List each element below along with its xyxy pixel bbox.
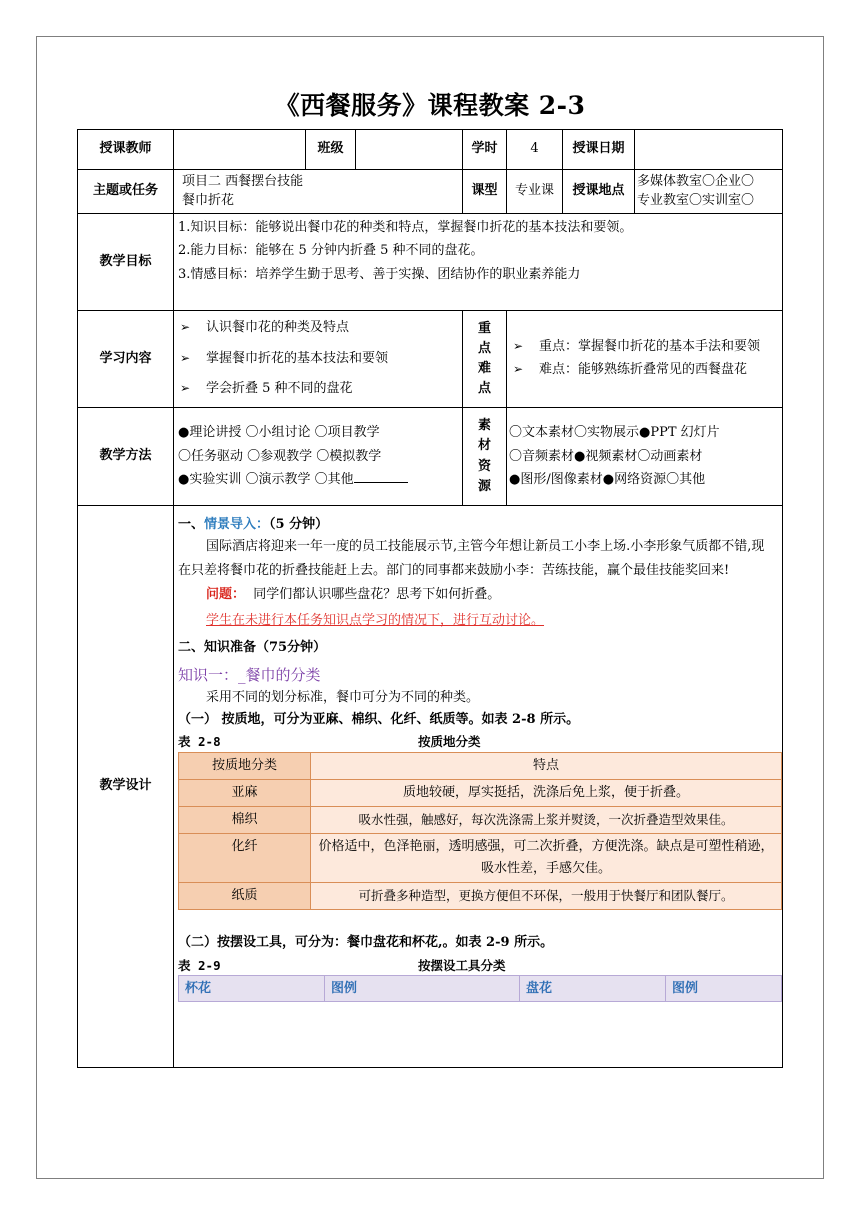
table-row: 按质地分类 特点: [179, 752, 782, 779]
topic-line1: 项目二 西餐摆台技能: [182, 173, 304, 189]
section-1-heading: 一、情景导入：（5 分钟）: [178, 517, 329, 532]
topic-line2: 餐巾折花: [182, 192, 235, 208]
class-value[interactable]: [356, 130, 463, 170]
content-list: [174, 311, 463, 408]
row-design: [78, 506, 783, 1068]
design-label: 教学设计: [78, 506, 174, 1068]
place-line1: 多媒体教室〇企业〇: [637, 173, 755, 189]
list-item: ➢ 认识餐巾花的种类及特点: [178, 313, 458, 344]
place-value: [635, 170, 783, 214]
row-topic: [78, 170, 783, 214]
arrow-bullet-icon: ➢: [180, 320, 191, 335]
goal-item: 2.能力目标：能够在 5 分钟内折叠 5 种不同的盘花。: [178, 243, 484, 259]
date-value[interactable]: [635, 130, 783, 170]
other-blank: [354, 470, 408, 483]
list-item: ➢ 掌握餐巾折花的基本技法和要领: [178, 344, 458, 375]
teacher-value[interactable]: [174, 130, 306, 170]
page-title: 《西餐服务》课程教案 2-3: [274, 91, 586, 120]
type-value: 专业课: [507, 170, 563, 214]
methods-content: ●理论讲授 〇小组讨论 〇项目教学 〇任务驱动 〇参观教学 〇模拟教学 ●实验实训 〇演示教学 〇其他: [174, 408, 463, 506]
goals-content: [174, 214, 783, 311]
section-2-heading: 二、知识准备（75分钟）: [178, 640, 327, 656]
key-points-label: 重 点 难 点: [463, 311, 507, 408]
table-row: 纸质 可折叠多种造型，更换方便但不环保，一般用于快餐厅和团队餐厅。: [179, 883, 782, 910]
hours-value[interactable]: 4: [507, 130, 563, 170]
table-by-material: [178, 752, 782, 911]
hours-label: 学时: [463, 130, 507, 170]
arrow-bullet-icon: ➢: [180, 350, 191, 365]
table-row: 棉织 吸水性强，触感好，每次洗涤需上浆并熨烫，一次折叠造型效果佳。: [179, 806, 782, 833]
class-label: 班级: [306, 130, 356, 170]
table-row: 化纤 价格适中，色泽艳丽，透明感强，可二次折叠，方便洗涤。缺点是可塑性稍逊，吸水性差，手感欠佳。: [179, 833, 782, 882]
list-item: ➢ 学会折叠 5 种不同的盘花: [178, 374, 458, 405]
list-item: ➢ 难点：能够熟练折叠常见的西餐盘花: [511, 359, 778, 382]
content-label: 学习内容: [78, 311, 174, 408]
goals-label: 教学目标: [78, 214, 174, 311]
table-row: 亚麻 质地较硬，厚实挺括，洗涤后免上浆，便于折叠。: [179, 779, 782, 806]
row-teacher: [78, 130, 783, 170]
scenario-paragraph: 国际酒店将迎来一年一度的员工技能展示节,主管今年想让新员工小李上场.小李形象气质都不错,现在只差将餐巾花的折叠技能赶上去。部门的同事都来鼓励小李：苦练技能，赢个最佳技能奖回来!: [178, 539, 765, 578]
type-label: 课型: [463, 170, 507, 214]
arrow-bullet-icon: ➢: [513, 339, 524, 354]
place-line2: 专业教室〇实训室〇: [637, 192, 755, 208]
knowledge-1-title: 知识一：_餐巾的分类: [178, 665, 321, 684]
list-item: ➢ 重点：掌握餐巾折花的基本手法和要领: [511, 336, 778, 359]
table-2-9-caption: 表 2-9 按摆设工具分类: [178, 957, 506, 973]
design-content: [174, 506, 783, 1068]
arrow-bullet-icon: ➢: [513, 362, 524, 376]
materials-label: 素 材 资 源: [463, 408, 507, 506]
row-methods: [78, 408, 783, 506]
date-label: 授课日期: [563, 130, 635, 170]
table-2-8-caption: 表 2-8 按质地分类: [178, 734, 481, 750]
row-content: [78, 311, 783, 408]
materials-content: 〇文本素材〇实物展示●PPT 幻灯片 〇音频素材●视频素材〇动画素材 ●图形/图像素材●网络资源〇其他: [507, 408, 783, 506]
row-goals: [78, 214, 783, 311]
goal-item: 3.情感目标：培养学生勤于思考、善于实操、团结协作的职业素养能力: [178, 266, 581, 282]
topic-value: [174, 170, 463, 214]
place-label: 授课地点: [563, 170, 635, 214]
discussion-note: 学生在未进行本任务知识点学习的情况下，进行互动讨论。: [206, 612, 545, 628]
methods-label: 教学方法: [78, 408, 174, 506]
knowledge-1-text: 采用不同的划分标准，餐巾可分为不同的种类。: [206, 690, 480, 706]
goal-item: 1.知识目标：能够说出餐巾花的种类和特点，掌握餐巾折花的基本技法和要领。: [178, 220, 633, 235]
key-points-content: [507, 311, 783, 408]
topic-label: 主题或任务: [78, 170, 174, 214]
teacher-label: 授课教师: [78, 130, 174, 170]
table-row: 杯花 图例 盘花 图例: [179, 975, 782, 1002]
table-by-tool: [178, 975, 782, 1003]
lesson-plan-table: [77, 129, 783, 1068]
arrow-bullet-icon: ➢: [180, 381, 191, 396]
subsection-1-heading: （一） 按质地，可分为亚麻、棉织、化纤、纸质等。如表 2-8 所示。: [178, 711, 580, 727]
question-line: 问题： 同学们都认识哪些盘花？思考下如何折叠。: [206, 587, 501, 603]
subsection-2-heading: （二）按摆设工具，可分为：餐巾盘花和杯花,。如表 2-9 所示。: [178, 935, 554, 951]
